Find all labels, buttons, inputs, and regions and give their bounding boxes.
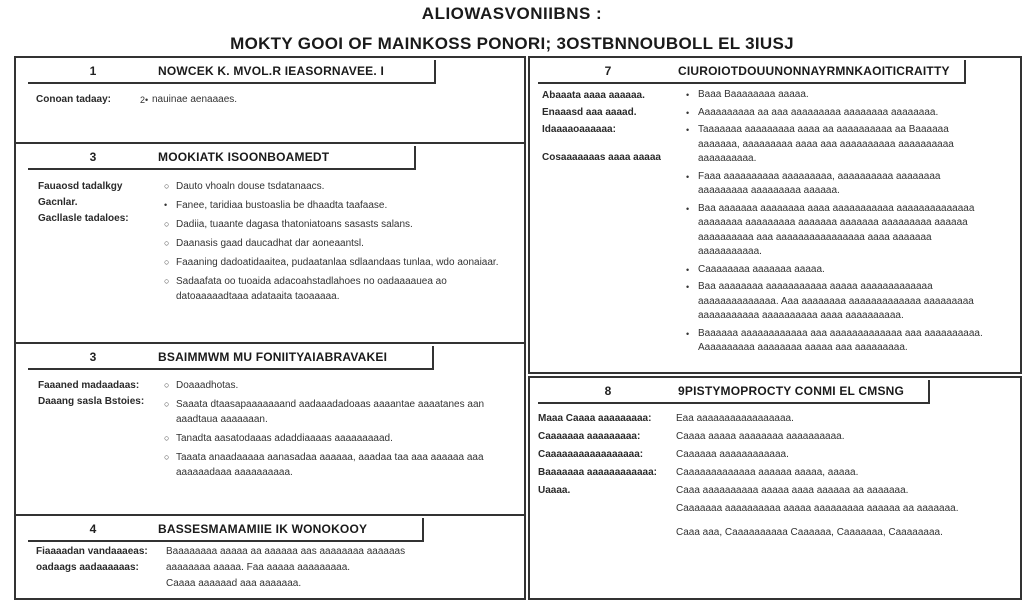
section-panel-1 — [14, 56, 526, 144]
field-label: Gacnlar. — [38, 197, 78, 208]
section-header — [538, 380, 930, 404]
section-labels — [538, 410, 674, 500]
list-item: Caaa aaa, Caaaaaaaaaa Caaaaaa, Caaaaaaa, Caaaaaaaa. — [676, 527, 943, 538]
field-label: Cosaaaaaaas aaaa aaaaa — [542, 152, 661, 163]
section-header — [538, 60, 966, 84]
list-item: • Faaa aaaaaaaaaa aaaaaaaaa, aaaaaaaaaa aaaaaaaa aaaaaaaaa aaaaaaaaa aaaaaa. — [686, 170, 941, 196]
section-content — [140, 92, 520, 108]
list-item: ○ Taaata anaadaaaaa aanasadaa aaaaaa, aaadaa taa aaa aaaaaa aaa aaaaaadaaa aaaaaaaaaa. — [164, 452, 484, 478]
section-labels — [38, 179, 168, 227]
section-header — [28, 346, 434, 370]
list-item: Caaaaaaa aaaaaaaaaa aaaaa aaaaaaaaa aaaaaa aa aaaaaaa. — [676, 503, 959, 514]
section-number: 1 — [89, 64, 97, 78]
field-label: Daaang sasla Bstoies: — [38, 396, 145, 407]
list-item: Caaaaaaaaaaaaa aaaaaa aaaaa, aaaaa. — [676, 467, 859, 478]
field-label: Abaaata aaaa aaaaaa. — [542, 90, 645, 101]
list-item: ○ Daanasis gaad daucadhat dar aoneaantsl. — [164, 238, 364, 249]
section-panel-5 — [528, 56, 1022, 374]
section-title: NOWCEK K. MVOL.R IEASORNAVEE. I — [158, 64, 384, 78]
section-title: BASSESMAMAMIIE IK WONOKOOY — [158, 522, 368, 536]
section-content — [164, 179, 520, 304]
section-number: 3 — [89, 350, 97, 364]
list-item: • Taaaaaaa aaaaaaaaa aaaa aa aaaaaaaaaa aa Baaaaaa aaaaaaa, aaaaaaaaa aaaa aaa aaaaaaaaaa aaaaaaaaaa aaaaaaaaaa. — [686, 124, 954, 164]
section-content — [676, 410, 1006, 542]
section-labels — [36, 92, 146, 108]
list-item: ○ Saaata dtaasapaaaaaaand aadaaadadoaas aaaantae aaaatanes aan aaadtaua aaaaaaan. — [164, 399, 485, 425]
list-item: • Caaaaaaaa aaaaaaa aaaaa. — [686, 263, 825, 275]
list-item: 2• nauinae aenaaaes. — [140, 94, 238, 105]
section-content — [164, 378, 520, 480]
list-item: Baaaaaaaa aaaaa aa aaaaaa aas aaaaaaaa aaaaaas — [166, 546, 406, 557]
field-label: Faaaned madaadaas: — [38, 380, 140, 391]
section-panel-2 — [14, 142, 526, 344]
field-label: Fiaaaadan vandaaaeas: — [36, 546, 148, 557]
section-header — [28, 146, 416, 170]
list-item: ○ Sadaafata oo tuoaida adacoahstadlahoes no oadaaaauea ao datoaaaaadtaaa adataaita taoaaaaa. — [164, 276, 447, 302]
list-item: Eaa aaaaaaaaaaaaaaaaa. — [676, 413, 794, 424]
list-item: ○ Doaaadhotas. — [164, 380, 239, 391]
list-item: Caaaa aaaaa aaaaaaaa aaaaaaaaaa. — [676, 431, 845, 442]
section-title: CIUROIOTDOUUNONNAYRMNKAOITICRAITTY — [678, 64, 950, 78]
list-item: ○ Dadiia, tuaante dagasa thatoniatoans sasasts salans. — [164, 219, 413, 230]
list-item: ○ Dauto vhoaln douse tsdatanaacs. — [164, 181, 325, 192]
field-label: Maaa Caaaa aaaaaaaaa: — [538, 413, 652, 424]
list-item: ○ Faaaning dadoatidaaitea, pudaatanlaa sdlaandaas tunlaa, wdo aonaiaar. — [164, 257, 499, 268]
list-item: • Baaaaaa aaaaaaaaaaaa aaa aaaaaaaaaaaaa aaa aaaaaaaaaa. Aaaaaaaaaa aaaaaaaa aaaaa aaa aaaaaaaaa. — [686, 327, 983, 353]
section-number: 8 — [604, 384, 612, 398]
list-item: • Baa aaaaaaaa aaaaaaaaaaa aaaaa aaaaaaaaaaaaa aaaaaaaaaaaaaa. Aaa aaaaaaaa aaaaaaaaaaaaa aaaaaaaaa aaaaaaaaaaa aaaaaaaaaa aaaa aaaaaaaaaa. — [686, 281, 974, 321]
section-header — [28, 518, 424, 542]
document-supertitle: ALIOWASVONIIBNS : — [421, 4, 603, 23]
field-label: Uaaaa. — [538, 485, 571, 496]
section-header — [28, 60, 436, 84]
field-label: Enaaasd aaa aaaad. — [542, 107, 637, 118]
field-label: Gacllasle tadaloes: — [38, 213, 129, 224]
list-item: Caaaa aaaaaad aaa aaaaaaa. — [166, 578, 302, 589]
list-item: • Fanee, taridiaa bustoaslia be dhaadta taafaase. — [164, 200, 388, 211]
list-item: • Baa aaaaaaa aaaaaaaa aaaa aaaaaaaaaaa aaaaaaaaaaaaaa aaaaaaaa aaaaaaaaa aaaaaaa aaaaaaa aaaaaaaaa aaaaaa aaaaaaaaaa aaa aaaaaaaaaaaaaaaa aaaa aaaaaaa aaaaaaaaaaa. — [686, 202, 975, 257]
list-item: • Baaa Baaaaaaaa aaaaa. — [686, 89, 809, 100]
field-label: oadaags aadaaaaaas: — [36, 562, 139, 573]
section-title: 9PISTYMOPROCTY CONMI EL CMSNG — [678, 384, 905, 398]
section-labels — [38, 378, 168, 410]
field-label: Fauaosd tadalkgy — [38, 181, 123, 192]
section-content — [686, 88, 992, 356]
section-content — [166, 544, 516, 592]
field-label: Caaaaaaa aaaaaaaaa: — [538, 431, 641, 442]
section-panel-6 — [528, 376, 1022, 600]
section-panel-4 — [14, 514, 526, 600]
section-labels — [542, 88, 682, 165]
field-label: Baaaaaaa aaaaaaaaaaaa: — [538, 467, 657, 478]
section-title: MOOKIATK ISOONBOAMEDT — [158, 150, 330, 164]
field-label: Conoan tadaay: — [36, 94, 112, 105]
section-title: BSAIMMWM MU FONIITYAIABRAVAKEI — [158, 350, 388, 364]
section-number: 4 — [89, 522, 97, 536]
section-number: 3 — [89, 150, 97, 164]
document-title: MOKTY GOOI OF MAINKOSS PONORI; 3OSTBNNOUBOLL EL 3IUSJ — [230, 34, 794, 53]
list-item: • Aaaaaaaaaa aa aaa aaaaaaaaa aaaaaaaa aaaaaaaa. — [686, 106, 939, 118]
field-label: Idaaaaoaaaaaa: — [542, 124, 616, 135]
list-item: aaaaaaaa aaaaa. Faa aaaaa aaaaaaaaa. — [166, 562, 351, 573]
list-item: Caaaaaa aaaaaaaaaaaa. — [676, 449, 789, 460]
section-panel-3 — [14, 342, 526, 516]
field-label: Caaaaaaaaaaaaaaaaa: — [538, 449, 644, 460]
section-labels — [36, 544, 166, 576]
list-item: ○ Tanadta aasatodaaas adaddiaaaas aaaaaaaaad. — [164, 433, 393, 444]
section-number: 7 — [604, 64, 612, 78]
list-item: Caaa aaaaaaaaaa aaaaa aaaa aaaaaa aa aaaaaaa. — [676, 485, 909, 496]
